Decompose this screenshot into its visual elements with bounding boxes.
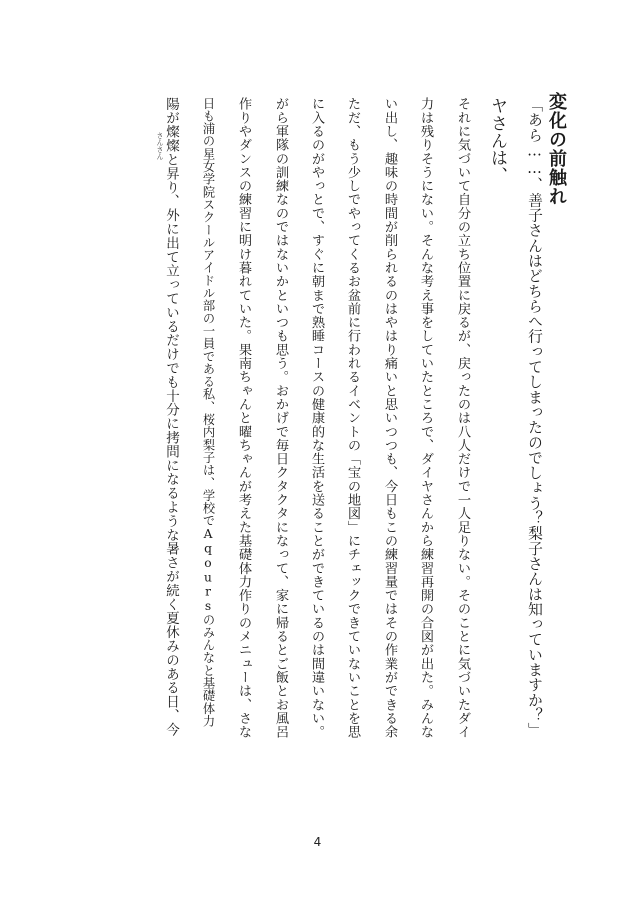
text-line-10: ヤさんは、 [487, 97, 507, 184]
text-line-8: 力は残りそうにない。そんな考え事をしていたところで、ダイヤさんから練習再開の合図が出た。みんな [418, 97, 433, 739]
text-line-7: い出し、趣味の時間が削られるのはやはり痛いと思いつつも、今日もこの練習量ではその作業ができる余 [382, 97, 397, 739]
ruby-annotation: さんさん [156, 132, 164, 160]
text-line-5: に入るのがやっとで、すぐに朝まで熟睡コースの健康的な生活を送ることができているのは間違いない。 [309, 97, 324, 739]
page-number: 4 [313, 835, 322, 849]
text-line-3: 作りやダンスの練習に明け暮れていた。果南ちゃんと曜ちゃんが考えた基礎体力作りのメニューは、さな [236, 97, 251, 739]
text-line-9: それに気づいて自分の立ち位置に戻るが、戻ったのは八人だけで一人足りない。そのことに気づいたダイ [455, 97, 470, 739]
text-line-1: 陽が燦燦と昇り、外に出て立っているだけでも十分に拷問になるような暑さが続く夏休みのある日、今 [163, 97, 179, 737]
text-line-11: 「あら……、善子さんはどちらへ行ってしまったのでしょう？梨子さんは知っていますか？」 [526, 97, 543, 738]
text-line-4: がら軍隊の訓練なのではないかといつも思う。おかげで毎日クタクタになって、家に帰るとご飯とお風呂 [273, 97, 288, 739]
text-line-6: ただ、もう少しでやってくるお盆前に行われるイベントの「宝の地図」にチェックできていないことを思 [345, 97, 360, 739]
chapter-title: 変化の前触れ [546, 92, 567, 206]
text-line-2: 日も浦の星女学院スクールアイドル部の一員である私、桜内梨子は、学校でAqoursのみんなと基礎体力 [201, 97, 215, 728]
